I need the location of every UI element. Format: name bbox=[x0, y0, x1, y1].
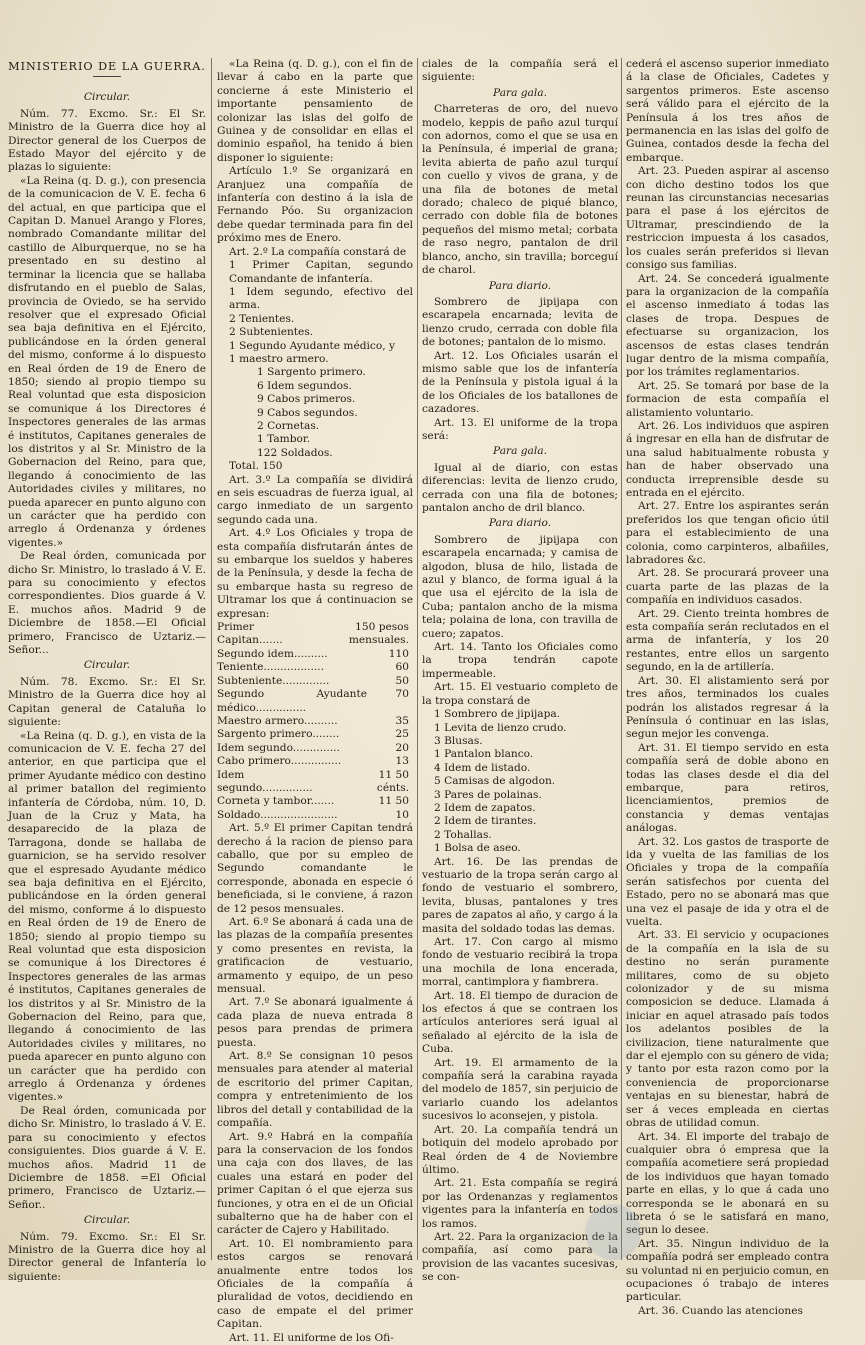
paragraph: Art. 28. Se procurará proveer una cuarta parte de las plazas de la compañía en individuos casados. bbox=[626, 567, 829, 607]
section-subheading: Circular. bbox=[83, 659, 131, 672]
pay-amount: 60 bbox=[395, 661, 409, 674]
list-item: 4 Idem de listado. bbox=[434, 761, 531, 774]
pay-rank: Sargento primero........ bbox=[217, 728, 340, 741]
paragraph: Sombrero de jipijapa con escarapela encarnada; y camisa de algodon, blusa de hilo, listada de azul y blanco, de forma igual á la que usa el ejército de la isla de Cuba; pantalon ancho de la misma tela; polaina de lona, con travilla de cuero; zapatos. bbox=[422, 533, 618, 640]
paragraph: Art. 27. Entre los aspirantes serán preferidos los que tengan oficio útil para el establecimiento de una colonia, como carpinteros, albañiles, labradores &c. bbox=[626, 500, 829, 567]
list-item: 2 Idem de tirantes. bbox=[434, 815, 537, 828]
paragraph: «La Reina (q. D. g.), con presencia de la comunicacion de V. E. fecha 6 del actual, en que participa que el Capitan D. Manuel Arango y Flores, nombrado Comandante militar del castillo de Alburquerque, no se ha presentado en su destino al terminar la licencia que se hallaba disfrutando en el pueblo de Salas, provincia de Oviedo, se ha servido resolver que el expresado Oficial sea baja definitiva en el Ejército, publicándose en la órden general del mismo, conforme á lo dispuesto en Real órden de 19 de Enero de 1850; siendo al propio tiempo su Real voluntad que esta disposicion se comunique á los Directores é Inspectores generales de las armas é institutos, Capitanes generales de los distritos y al Sr. Ministro de la Gobernacion del Reino, para que, llegando á conocimiento de las Autoridades civiles y militares, no pueda aparecer en punto alguno con un carácter que ha perdido con arreglo á Ordenanza y órdenes vigentes.» bbox=[8, 174, 206, 549]
paragraph: Art. 15. El vestuario completo de la tropa constará de bbox=[422, 681, 618, 707]
list-item: 2 Tenientes. bbox=[229, 312, 295, 325]
list-item: 122 Soldados. bbox=[257, 446, 333, 459]
list-item: 1 Sargento primero. bbox=[257, 366, 366, 379]
pay-amount: 35 bbox=[395, 714, 409, 727]
paragraph: Art. 9.º Habrá en la compañía para la conservacion de los fondos una caja con dos llaves, de las cuales una estará en poder del primer Capitan ó el que ejerza sus funciones, y otra en el de un Oficial subalterno que ha de haber con el carácter de Cajero y Habilitado. bbox=[217, 1130, 413, 1237]
paragraph: Art. 25. Se tomará por base de la formacion de esta compañía el alistamiento voluntario. bbox=[626, 379, 829, 419]
paragraph: Art. 17. Con cargo al mismo fondo de vestuario recibirá la tropa una mochila de lona encerada, morral, cantimplora y fiambrera. bbox=[422, 936, 618, 989]
paragraph: Art. 31. El tiempo servido en esta compañía será de doble abono en todas las clases desde el dia del embarque, para retiros, licenciamientos, premios de constancia y demas ventajas análogas. bbox=[626, 741, 829, 835]
pay-rank: Teniente.................. bbox=[217, 661, 324, 674]
pay-amount: 50 bbox=[395, 674, 409, 687]
pay-rank: Segundo Ayudante médico............... bbox=[217, 688, 367, 714]
paragraph: «La Reina (q. D. g.), con el fin de llevar á cabo en la parte que concierne á este Ministerio el importante pensamiento de colonizar las islas del golfo de Guinea y de consolidar en ellas el dominio español, ha tenido á bien disponer lo siguiente: bbox=[217, 58, 413, 164]
paragraph: Art. 30. El alistamiento será por tres años, terminados los cuales podrán los alistados regresar á la Península ó continuar en las islas, segun mejor les convenga. bbox=[626, 674, 829, 741]
pay-amount: 110 bbox=[388, 647, 409, 660]
list-item: 1 maestro armero. bbox=[229, 352, 329, 365]
pay-rank: Idem segundo............... bbox=[217, 768, 313, 794]
paragraph: De Real órden, comunicada por dicho Sr. Ministro, lo traslado á V. E. para su conocimiento y efectos consiguientes. Dios guarde á V. E. muchos años. Madrid 11 de Diciembre de 1858. =El Oficial primero, Francisco de Uztariz.—Señor.. bbox=[8, 1104, 206, 1211]
paragraph: Art. 11. El uniforme de los Ofi- bbox=[229, 1331, 394, 1344]
list-item: 1 Sombrero de jipijapa. bbox=[434, 708, 561, 721]
pay-amount: 10 bbox=[395, 808, 409, 821]
pay-table-row bbox=[217, 755, 413, 768]
paragraph: Art. 20. La compañía tendrá un botiquin del modelo aprobado por Real órden de 4 de Noviembre último. bbox=[422, 1123, 618, 1176]
paragraph: Art. 10. El nombramiento para estos cargos se renovará anualmente entre todos los Oficiales de la compañía á pluralidad de votos, decidiendo en caso de empate el del primer Capitan. bbox=[217, 1237, 413, 1331]
paragraph: «La Reina (q. D. g.), en vista de la comunicacion de V. E. fecha 27 del anterior, en que participa que el primer Ayudante médico con destino al primer batallon del regimiento infantería de Córdoba, núm. 10, D. Juan de la Cruz y Mata, ha desaparecido de la plaza de Tarragona, donde se hallaba de guarnicion, se ha servido resolver que el espresado Ayudante médico sea baja definitiva en el Ejército, publicándose en la órden general del mismo, conforme á lo dispuesto en Real órden de 19 de Enero de 1850; siendo al propio tiempo su Real voluntad que esta disposicion se comunique á los Directores é Inspectores generales de las armas é institutos, Capitanes generales de los distritos y al Sr. Ministro de la Gobernacion del Reino, para que, llegando á conocimiento de las Autoridades civiles y militares, no pueda aparecer en punto alguno con un carácter que ha perdido con arreglo á Ordenanza y órdenes vigentes.» bbox=[8, 729, 206, 1104]
column-divider bbox=[211, 58, 212, 1260]
pay-rank: Maestro armero.......... bbox=[217, 714, 338, 727]
pay-amount: 13 bbox=[395, 755, 409, 768]
pay-amount: 25 bbox=[395, 728, 409, 741]
paragraph: Art. 13. El uniforme de la tropa será: bbox=[422, 416, 618, 442]
paragraph: Art. 24. Se concederá igualmente para la organizacion de la compañía el ascenso inmediato á todas las clases de tropa. Despues de efectuarse su organizacion, los ascensos de estas clases tendrán lugar dentro de la misma compañía, por los trámites reglamentarios. bbox=[626, 272, 829, 379]
section-subheading: Para diario. bbox=[488, 517, 552, 530]
title-rule bbox=[93, 76, 121, 77]
pay-table-row bbox=[217, 715, 413, 728]
paragraph: Art. 4.º Los Oficiales y tropa de esta compañía disfrutarán ántes de su embarque los sueldos y haberes de la Península, y desde la fecha de su embarque hasta su regreso de Ultramar los que á continuacion se expresan: bbox=[217, 527, 413, 620]
list-item: 9 Cabos segundos. bbox=[257, 406, 358, 419]
list-item: 9 Cabos primeros. bbox=[257, 393, 356, 406]
list-item: 2 Subtenientes. bbox=[229, 326, 314, 339]
paragraph: Art. 19. El armamento de la compañía será la carabina rayada del modelo de 1857, sin perjuicio de variarlo cuando los adelantos sucesivos lo aconsejen, y pistola. bbox=[422, 1056, 618, 1123]
paragraph: De Real órden, comunicada por dicho Sr. Ministro, lo traslado á V. E. para su conocimiento y efectos correspondientes. Dios guarde á V. E. muchos años. Madrid 9 de Diciembre de 1858.—El Oficial primero, Francisco de Uztariz.—Señor... bbox=[8, 550, 206, 657]
paragraph: Art. 32. Los gastos de trasporte de ida y vuelta de las familias de los Oficiales y tropa de la compañía serán satisfechos por cuenta del Estado, pero no se abonará mas que una vez el pasaje de ida y otra el de vuelta. bbox=[626, 835, 829, 928]
pay-amount: 11 50 bbox=[378, 795, 409, 808]
pay-table-row bbox=[217, 809, 413, 822]
pay-table-row bbox=[217, 621, 413, 648]
paragraph: Art. 8.º Se consignan 10 pesos mensuales para atender al material de escritorio del primer Capitan, compra y entretenimiento de los libros del detall y contabilidad de la compañía. bbox=[217, 1050, 413, 1130]
list-item: 2 Idem de zapatos. bbox=[434, 801, 536, 814]
total-line: Total. 150 bbox=[229, 460, 283, 473]
section-subheading: Para diario. bbox=[488, 279, 552, 292]
paragraph: Art. 23. Pueden aspirar al ascenso con dicho destino todos los que reunan las circunstancias necesarias para el pase á los ejércitos de Ultramar, prescindiendo de la restriccion impuesta á los casados, los cuales serán preferidos si llevan consigo sus familias. bbox=[626, 165, 829, 272]
paragraph: Núm. 77. Excmo. Sr.: El Sr. Ministro de la Guerra dice hoy al Director general de los Cuerpos de Estado Mayor del ejército y de plazas lo siguiente: bbox=[8, 107, 206, 174]
pay-rank: Segundo idem.......... bbox=[217, 647, 328, 660]
paragraph: Art. 12. Los Oficiales usarán el mismo sable que los de infantería de la Península y pistola igual á la de los Oficiales de los batallones de cazadores. bbox=[422, 349, 618, 416]
paragraph: Art. 2.º La compañía constará de bbox=[229, 245, 407, 258]
list-item: 2 Tohallas. bbox=[434, 828, 492, 841]
list-item: 1 Levita de lienzo crudo. bbox=[434, 721, 567, 734]
list-item: 1 Bolsa de aseo. bbox=[434, 842, 521, 855]
paragraph: ciales de la compañía será el siguiente: bbox=[422, 58, 618, 84]
pay-table-row bbox=[217, 728, 413, 741]
list-item: 1 Segundo Ayudante médico, y bbox=[229, 339, 395, 352]
paragraph: Art. 16. De las prendas de vestuario de la tropa serán cargo al fondo de vestuario el sombrero, levita, blusas, pantalones y tres pares de zapatos al año, y cargo á la masita del soldado todas las demas. bbox=[422, 855, 618, 935]
list-item: 3 Pares de polainas. bbox=[434, 788, 542, 801]
pay-table-row bbox=[217, 688, 413, 715]
paragraph: Núm. 79. Excmo. Sr.: El Sr. Ministro de la Guerra dice hoy al Director general de Infantería lo siguiente: bbox=[8, 1230, 206, 1283]
pay-amount: 150 pesos mensuales. bbox=[348, 621, 409, 647]
paragraph: Art. 21. Esta compañía se regirá por las Ordenanzas y reglamentos vigentes para la infantería en todos los ramos. bbox=[422, 1177, 618, 1230]
list-item: 1 Primer Capitan, segundo Comandante de infantería. bbox=[229, 259, 413, 285]
paragraph: cederá el ascenso superior inmediato á la clase de Oficiales, Cadetes y sargentos primeros. Este ascenso será válido para el ejército de la Península á los tres años de permanencia en las islas del golfo de Guinea, contados desde la fecha del embarque. bbox=[626, 58, 829, 164]
paragraph: Art. 14. Tanto los Oficiales como la tropa tendrán capote impermeable. bbox=[422, 641, 618, 680]
list-item: 1 Pantalon blanco. bbox=[434, 748, 534, 761]
column-divider bbox=[621, 58, 622, 1260]
pay-table-row bbox=[217, 675, 413, 688]
paragraph: Art. 3.º La compañía se dividirá en seis escuadras de fuerza igual, al cargo inmediato de un sargento segundo cada una. bbox=[217, 473, 413, 526]
paragraph: Art. 7.º Se abonará igualmente á cada plaza de nueva entrada 8 pesos para prendas de primera puesta. bbox=[217, 996, 413, 1049]
column-2 bbox=[217, 58, 413, 1344]
paragraph: Igual al de diario, con estas diferencias: levita de lienzo crudo, cerrada con una fila de botones; pantalon ancho de dril blanco. bbox=[422, 461, 618, 514]
list-item: 1 Idem segundo, efectivo del arma. bbox=[229, 285, 413, 312]
paragraph: Charreteras de oro, del nuevo modelo, keppis de paño azul turquí con adornos, como el que se usa en la Península, é imperial de grana; levita abierta de paño azul turquí con cuello y vivos de grana, y de una fila de botones de metal dorado; chaleco de piqué blanco, cerrado con doble fila de botones pequeños del mismo metal; corbata de raso negro, pantalon de dril blanco, ancho, sin travilla; borceguí de charol. bbox=[422, 103, 618, 277]
paragraph: Art. 26. Los individuos que aspiren á ingresar en ella han de disfrutar de una salud habitualmente robusta y han de haber observado una conducta irreprensible desde su entrada en el ejército. bbox=[626, 419, 829, 499]
section-subheading: Para gala. bbox=[493, 86, 547, 99]
section-subheading: Para gala. bbox=[493, 445, 547, 458]
paragraph: Núm. 78. Excmo. Sr.: El Sr. Ministro de la Guerra dice hoy al Capitan general de Cataluña lo siguiente: bbox=[8, 675, 206, 729]
pay-amount: 70 bbox=[395, 688, 409, 701]
pay-rank: Cabo primero............... bbox=[217, 755, 342, 768]
pay-table-row bbox=[217, 648, 413, 661]
pay-table-row bbox=[217, 661, 413, 674]
pay-rank: Idem segundo.............. bbox=[217, 741, 340, 754]
paragraph: Art. 22. Para la organizacion de la compañía, así como para la provision de las vacantes sucesivas, se con- bbox=[422, 1230, 618, 1284]
list-item: 3 Blusas. bbox=[434, 734, 483, 747]
paragraph: Sombrero de jipijapa con escarapela encarnada; levita de lienzo crudo, cerrada con doble fila de botones; pantalon de lo mismo. bbox=[422, 295, 618, 349]
pay-table-row bbox=[217, 742, 413, 755]
pay-rank: Subteniente.............. bbox=[217, 674, 330, 687]
paragraph: Art. 36. Cuando las atenciones bbox=[638, 1304, 803, 1317]
pay-rank: Corneta y tambor....... bbox=[217, 795, 335, 808]
paragraph: Art. 33. El servicio y ocupaciones de la compañía en la isla de su destino no serán puramente militares, como de su objeto colonizador y de su misma composicion se deduce. Llamada á iniciar en aquel atrasado país todos los adelantos posibles de la civilizacion, tiene naturalmente que dar el ejemplo con su género de vida; y tanto por esta razon como por la conveniencia de proporcionarse ventajas en su bienestar, habrá de ser á veces empleada en ciertas obras de utilidad comun. bbox=[626, 929, 829, 1130]
column-4 bbox=[626, 58, 829, 1317]
section-subheading: Circular. bbox=[83, 91, 131, 104]
pay-rank: Primer Capitan....... bbox=[217, 621, 283, 647]
paragraph: Art. 29. Ciento treinta hombres de esta compañía serán reclutados en el arma de infantería, y los 20 restantes, entre ellos un sargento segundo, en la de artillería. bbox=[626, 607, 829, 674]
paragraph: Art. 34. El importe del trabajo de cualquier obra ó empresa que la compañía acometiere será propiedad de los individuos que hayan tomado parte en ellas, y lo que á cada uno corresponda se le abonará en su libreta ó se le satisfará en mano, segun lo desee. bbox=[626, 1130, 829, 1237]
paragraph: Art. 5.º El primer Capitan tendrá derecho á la racion de pienso para caballo, que por su empleo de Segundo comandante le corresponde, abonada en especie ó beneficiada, si le conviene, á razon de 12 pesos mensuales. bbox=[217, 822, 413, 915]
paragraph: Artículo 1.º Se organizará en Aranjuez una compañía de infantería con destino á la isla de Fernando Póo. Su organizacion debe quedar terminada para fin del próximo mes de Enero. bbox=[217, 165, 413, 245]
library-watermark bbox=[585, 1198, 825, 1262]
pay-amount: 20 bbox=[395, 741, 409, 754]
pay-rank: Soldado....................... bbox=[217, 808, 338, 821]
column-1 bbox=[8, 58, 206, 1283]
paragraph: Art. 6.º Se abonará á cada una de las plazas de la compañía presentes y como presentes en revista, la gratificacion de vestuario, armamento y equipo, de un peso mensual. bbox=[217, 916, 413, 996]
pay-table-row bbox=[217, 769, 413, 796]
column-3 bbox=[422, 58, 618, 1284]
paragraph: Art. 35. Ningun individuo de la compañía podrá ser empleado contra su voluntad ni en perjuicio comun, en ocupaciones ó trabajo de interes particular. bbox=[626, 1237, 829, 1304]
pay-table-row bbox=[217, 795, 413, 808]
pay-amount: 11 50 cénts. bbox=[376, 768, 409, 794]
list-item: 6 Idem segundos. bbox=[257, 379, 352, 392]
column-divider bbox=[417, 58, 418, 1260]
list-item: 1 Tambor. bbox=[257, 433, 311, 446]
section-title: MINISTERIO DE LA GUERRA. bbox=[8, 60, 206, 73]
paragraph: Art. 18. El tiempo de duracion de los efectos á que se contraen los artículos anteriores será igual al señalado al ejército de la isla de Cuba. bbox=[422, 989, 618, 1056]
section-subheading: Circular. bbox=[83, 1214, 131, 1227]
list-item: 5 Camisas de algodon. bbox=[434, 775, 556, 788]
list-item: 2 Cornetas. bbox=[257, 419, 320, 432]
